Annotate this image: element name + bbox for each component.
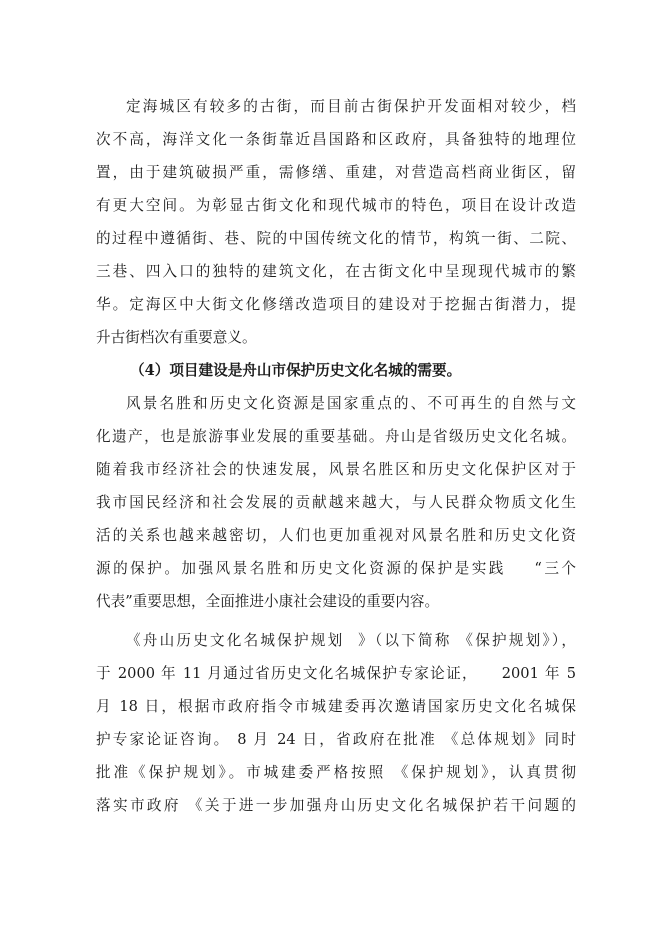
paragraph-line: 随着我市经济社会的快速发展，风景名胜区和历史文化保护区对于 (96, 461, 576, 478)
paragraph-line: 升古街档次有重要意义。 (96, 329, 257, 346)
paragraph-line: 有更大空间。为彰显古街文化和现代城市的特色，项目在设计改造 (96, 197, 576, 214)
section-heading: （4）项目建设是舟山市保护历史文化名城的需要。 (130, 362, 462, 379)
paragraph-line: 《舟山历史文化名城保护规划 》（以下简称 《保护规划》）， (126, 632, 576, 649)
paragraph-line: 的过程中遵循街、巷、院的中国传统文化的情节，构筑一街、二院、 (96, 230, 576, 247)
paragraph-line: 我市国民经济和社会发展的贡献越来越大，与人民群众物质文化生 (96, 494, 576, 511)
paragraph-line: 批准《保护规划》。市城建委严格按照 《保护规划》，认真贯彻 (96, 764, 576, 781)
paragraph-line: 风景名胜和历史文化资源是国家重点的、不可再生的自然与文 (126, 395, 576, 412)
paragraph-line: 代表”重要思想，全面推进小康社会建设的重要内容。 (96, 593, 440, 610)
paragraph-line: 化遗产，也是旅游事业发展的重要基础。舟山是省级历史文化名城。 (96, 428, 576, 445)
paragraph-line: 三巷、四入口的独特的建筑文化，在古街文化中呈现现代城市的繁 (96, 263, 576, 280)
paragraph-line: 月 18 日，根据市政府指令市城建委再次邀请国家历史文化名城保 (96, 698, 576, 715)
paragraph-line: 活的关系也越来越密切，人们也更加重视对风景名胜和历史文化资 (96, 527, 576, 544)
paragraph-line: 定海城区有较多的古街，而目前古街保护开发面相对较少，档 (126, 98, 576, 115)
paragraph-line: 次不高，海洋文化一条街靠近昌国路和区政府，具备独特的地理位 (96, 131, 576, 148)
paragraph-line: 护专家论证咨询。 8 月 24 日，省政府在批准 《总体规划》同时 (96, 731, 576, 748)
paragraph-line: 于 2000 年 11 月通过省历史文化名城保护专家论证， 2001 年 5 (96, 665, 576, 682)
paragraph-line: 落实市政府 《关于进一步加强舟山历史文化名城保护若干问题的 (96, 797, 576, 814)
paragraph-line: 源的保护。加强风景名胜和历史文化资源的保护是实践 “三个 (96, 560, 576, 577)
paragraph-line: 华。定海区中大街文化修缮改造项目的建设对于挖掘古街潜力，提 (96, 296, 576, 313)
paragraph-line: 置，由于建筑破损严重，需修缮、重建，对营造高档商业街区，留 (96, 164, 576, 181)
